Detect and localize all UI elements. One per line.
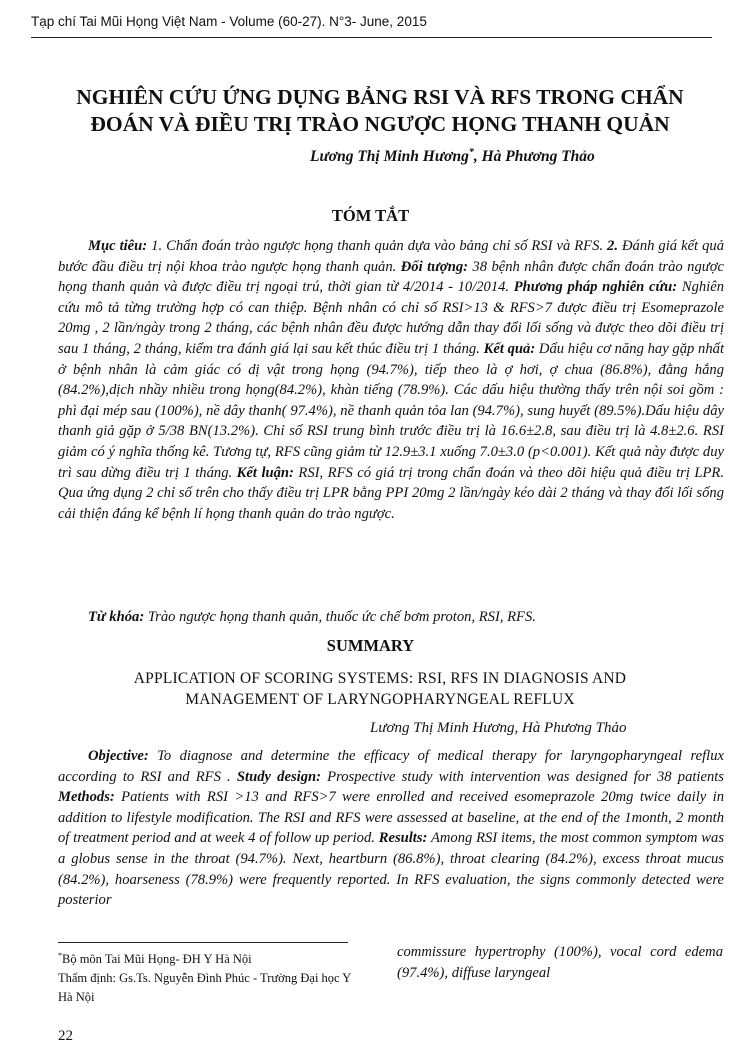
author-marker: * (468, 147, 474, 158)
tukhoa-label: Từ khóa: (88, 609, 145, 625)
summary-heading: SUMMARY (326, 636, 415, 655)
muc-tieu-1: 1. Chẩn đoán trào ngược họng thanh quản dựa vào bảng chỉ số RSI và RFS. (147, 238, 604, 254)
footnote-marker: * (58, 951, 62, 960)
doi-tuong-text: 38 bệnh nhân được chẩn đoán trào ngược họng thanh quản và được điều trị ngoại trú, thời gian từ 4/2014 - 10/2014. (58, 258, 724, 296)
objective-text: To diagnose and determine the efficacy of medical therapy for laryngopharyngeal reflux according to RSI and RFS . (58, 748, 724, 785)
footnote-line-1: Bộ môn Tai Mũi Họng- ĐH Y Hà Nội (62, 952, 252, 967)
results-text: Among RSI items, the most common symptom was a globus sense in the throat (94.7%). Next, heartburn (86.8%), throat clearing (84.2%), excess throat mucus (84.2%), hoarseness (78.9%) were frequently reported. In RFS evaluation, the signs commonly detected were posterior (58, 830, 724, 909)
muc-tieu-2: Đánh giá kết quả bước đầu điều trị nội khoa trào ngược họng thanh quản. (58, 238, 724, 275)
methods-text: Patients with RSI >13 and RFS>7 were enrolled and received esomeprazole 20mg twice daily in addition to lifestyle modification. The RSI and RFS were assessed at baseline, at the end of the 1month, 2 month of treatment period and at week 4 of follow up period. (58, 789, 724, 847)
title-line-1: NGHIÊN CỨU ỨNG DỤNG BẢNG RSI VÀ RFS TRONG CHẨN (76, 85, 684, 109)
author-2: Hà Phương Thảo (481, 148, 595, 166)
footnote-line-2: Thẩm định: Gs.Ts. Nguyễn Đình Phúc - Trường Đại học Y Hà Nội (58, 971, 351, 1005)
ketqua-text: Dấu hiệu cơ năng hay gặp nhất ở bệnh nhân là cảm giác có dị vật trong họng (94.7%), tiếp theo là ợ hơi, ợ chua (86.8%), đằng hắng (84.2%),dịch nhầy nhiều trong họng(84.2%), khàn tiếng (78.9%). Các dấu hiệu thường thấy trên nội soi gồm : phì đại mép sau (100%), nề dây thanh( 97.4%), nề thanh quản tỏa lan (94.7%), sung huyết (89.5%).Dấu hiệu dây thanh giả gặp ở 5/38 BN(13.2%). Chỉ số RSI trung bình trước điều trị là 16.6±2.8, sau điều trị là 4.8±2.6. RSI giảm có ý nghĩa thống kê. Tương tự, RFS cũng giảm từ 12.9±3.1 xuống 7.0±3.0 (p<0.001). Kết quả này được duy trì sau dừng điều trị 1 tháng. (58, 340, 724, 481)
page-number: 22 (58, 1028, 73, 1044)
english-title-line-1: APPLICATION OF SCORING SYSTEMS: RSI, RFS IN DIAGNOSIS AND (133, 670, 627, 687)
author-separator: , (473, 148, 482, 166)
design-label: Study design: (236, 768, 321, 785)
ketqua-label: Kết quả: (483, 340, 536, 357)
ketluan-text: RSI, RFS có giá trị trong chẩn đoán và theo dõi hiệu quả điều trị LPR. Qua ứng dụng 2 chỉ số trên cho thấy điều trị LPR bằng PPI 20mg 2 lần/ngày kéo dài 2 tháng và thay đổi lối sống cải thiện đáng kể bệnh lí họng thanh quản do trào ngược. (58, 464, 724, 522)
doi-tuong-label: Đối tượng: (400, 258, 468, 275)
article-title (40, 84, 720, 138)
footnote (58, 946, 358, 1007)
keywords (58, 609, 724, 626)
title-line-2: ĐOÁN VÀ ĐIỀU TRỊ TRÀO NGƯỢC HỌNG THANH QUẢN (90, 112, 670, 136)
footnote-rule (58, 942, 348, 943)
design-text: Prospective study with intervention was designed for 38 patients (320, 768, 724, 785)
footnote-affiliation (58, 946, 358, 969)
results-label: Results: (378, 830, 428, 847)
muc-tieu-2-num: 2. (603, 238, 618, 254)
vietnamese-abstract (58, 236, 724, 524)
english-abstract (58, 746, 724, 911)
tukhoa-text: Trào ngược họng thanh quản, thuốc ức chế bơm proton, RSI, RFS. (144, 609, 536, 625)
authors (310, 147, 710, 166)
english-title-line-2: MANAGEMENT OF LARYNGOPHARYNGEAL REFLUX (185, 691, 575, 708)
methods-label: Methods: (58, 789, 115, 806)
muc-tieu-label: Mục tiêu: (88, 238, 148, 254)
tomtat-heading: TÓM TẮT (331, 206, 410, 225)
header-rule (31, 37, 712, 38)
ketluan-label: Kết luận: (236, 464, 294, 481)
english-authors: Lương Thị Minh Hương, Hà Phương Thảo (370, 720, 627, 736)
english-title (40, 668, 720, 710)
ppnc-label: Phương pháp nghiên cứu: (513, 279, 678, 296)
objective-label: Objective: (88, 748, 149, 764)
ppnc-text: Nghiên cứu mô tả từng trường hợp có can thiệp. Bệnh nhân có chỉ số RSI>13 & RFS>7 được điều trị Esomeprazole 20mg , 2 lần/ngày trong 2 tháng, các bệnh nhân đều được hướng dẫn thay đổi lối sống và được theo dõi điều trị sau 1 tháng, 2 tháng, kiểm tra đánh giá lại sau kết thúc điều trị 1 tháng. (58, 279, 724, 357)
journal-header: Tạp chí Tai Mũi Họng Việt Nam - Volume (60-27). N°3- June, 2015 (31, 14, 427, 29)
english-abstract-continued: commissure hypertrophy (100%), vocal cord edema (97.4%), diffuse laryngeal (397, 944, 723, 981)
author-1: Lương Thị Minh Hương (310, 148, 469, 166)
